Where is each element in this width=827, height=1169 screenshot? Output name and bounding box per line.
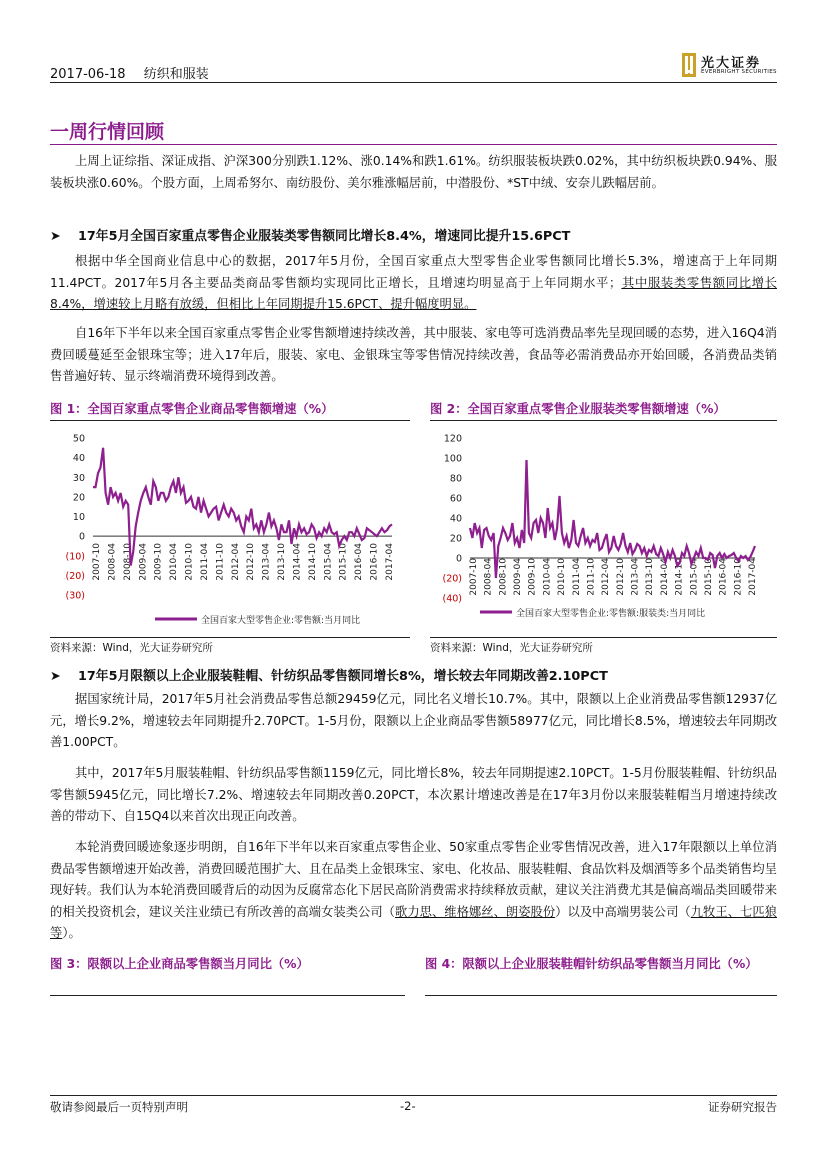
c2-x-tick-label: 2009-10 [527, 558, 538, 596]
c1-x-tick-label: 2016-04 [354, 543, 365, 581]
c2-x-tick-label: 2007-10 [469, 558, 479, 596]
footer-disclaimer: 敬请参阅最后一页特别声明 [50, 1100, 188, 1114]
figure-3-divider [50, 995, 405, 996]
figure-2-bottom-divider [430, 637, 777, 638]
c2-x-tick-label: 2010-04 [542, 558, 553, 596]
brand-logo [682, 52, 782, 80]
figure-3-title: 图 3：限额以上企业商品零售额当月同比（%） [50, 957, 309, 971]
bullet-heading-1 [50, 225, 777, 244]
paragraph-nbs-data: 据国家统计局，2017年5月社会消费品零售总额29459亿元，同比名义增长10.7%。其中，限额以上企业消费品零售额12937亿元，增长9.2%，增速较去年同期提升2.70PCT。1-5月份，限额以上企业商品零售额58977亿元，同比增长8.5%，增速较去年同期改善1.00PCT。 [50, 692, 777, 749]
figure-1-title: 图 1：全国百家重点零售企业商品零售额增速（%） [50, 402, 334, 416]
c1-y-tick-label: 0 [78, 531, 85, 543]
c2-x-tick-label: 2014-04 [659, 558, 670, 596]
chart-1-legend-label: 全国百家大型零售企业:零售额:当月同比 [201, 616, 361, 626]
paragraph-recovery-trend: 自16年下半年以来全国百家重点零售企业零售额增速持续改善，其中服装、家电等可选消费品率先呈现回暖的态势，进入16Q4消费回暖蔓延至金银珠宝等；进入17年后，服装、家电、金银珠宝等零售情况持续改善，食品等必需消费品亦开始回暖，各消费品类销售普遍好转、显示终端消费环境得到改善。 [50, 326, 777, 383]
paragraph-apparel-retail: 其中，2017年5月服装鞋帽、针纺织品零售额1159亿元，同比增长8%，较去年同期提速2.10PCT。1-5月份服装鞋帽、针纺织品零售额5945亿元，同比增长7.2%、增速较去年同期改善0.20PCT，本次累计增速改善是在17年3月份以来服装鞋帽当月增速持续改善的带动下、自15Q4以来首次出现正向改善。 [50, 766, 777, 823]
figure-2-top-divider [430, 420, 777, 421]
logo-text-en: EVERBRIGHT SECURITIES [701, 69, 777, 75]
footer-divider [50, 1095, 777, 1096]
c1-x-tick-label: 2008-10 [122, 543, 133, 581]
logo-text-cn: 光大证券 [701, 56, 762, 71]
c2-x-tick-label: 2011-10 [586, 558, 597, 596]
header-meta [50, 63, 223, 82]
c1-y-tick-label: (20) [65, 570, 85, 582]
chart-2-legend-label: 全国百家大型零售企业:零售额:服装类:当月同比 [516, 609, 706, 619]
c2-y-tick-label: 80 [449, 473, 462, 485]
paragraph-investment-view-text: 本轮消费回暖迹象逐步明朗，自16年下半年以来百家重点零售企业、50家重点零售企业零售情况改善，进入17年限额以上单位消费品零售额增速开始改善，消费回暖范围扩大、且在品类上金银珠宝、家电、化妆品、服装鞋帽、食品饮料及烟酒等多个品类销售均呈现好转。我们认为本轮消费回暖背后的动因为反腐常态化下居民高阶消费需求持续释放贡献，建议关注消费尤其是偏高端品类回暖带来的相关投资机会，建议关注业绩已有所改善的高端女装类公司（ [50, 840, 777, 919]
arrow-bullet-icon: ➤ [50, 669, 61, 684]
c1-x-tick-label: 2017-04 [385, 543, 395, 581]
c2-y-tick-label: (20) [442, 573, 462, 585]
c2-y-tick-label: 40 [449, 513, 462, 525]
c1-x-tick-label: 2011-10 [215, 543, 226, 581]
c2-x-tick-label: 2011-04 [571, 558, 582, 596]
c1-x-tick-label: 2012-04 [230, 543, 241, 581]
c1-y-tick-label: 20 [72, 492, 85, 504]
logo-mark-icon [682, 53, 696, 77]
c2-y-tick-label: 0 [455, 553, 462, 565]
c1-x-tick-label: 2015-04 [323, 543, 334, 581]
c2-x-tick-label: 2016-04 [718, 558, 729, 596]
c1-x-tick-label: 2008-04 [107, 543, 118, 581]
section-divider [50, 144, 777, 145]
c2-y-tick-label: 120 [443, 433, 462, 445]
c1-y-tick-label: 30 [72, 472, 85, 484]
c2-y-tick-label: (40) [442, 593, 462, 605]
recommended-womenswear-stocks: 歌力思、维格娜丝、朗姿股份 [395, 904, 556, 919]
c2-y-tick-label: 20 [449, 533, 462, 545]
header-divider [50, 82, 777, 83]
c1-x-tick-label: 2010-10 [184, 543, 195, 581]
section-title: 一周行情回顾 [50, 121, 165, 143]
bullet-heading-1-text: 17年5月全国百家重点零售企业服装类零售额同比增长8.4%，增速同比提升15.6PCT [78, 229, 571, 244]
figure-1-bottom-divider [50, 637, 410, 638]
c1-x-tick-label: 2009-04 [138, 543, 149, 581]
footer-report-type: 证券研究报告 [708, 1100, 777, 1114]
paragraph-retail-highlight: 其中服装类零售额同比增长8.4%，增速较上月略有放缓，但相比上年同期提升15.6PCT、提升幅度明显。 [50, 275, 777, 311]
c2-x-tick-label: 2012-10 [615, 558, 626, 596]
paragraph-investment-view-mid: ）以及中高端男装公司（ [555, 904, 691, 919]
paragraph-retail-data-text: 根据中华全国商业信息中心的数据，2017年5月份，全国百家重点大型零售企业零售额同比增长5.3%，增速高于上年同期11.4PCT。2017年5月各主要品类商品零售额均实现同比正增长，且增速均明显高于上年同期水平； [50, 254, 777, 290]
c1-x-tick-label: 2009-10 [153, 543, 164, 581]
c1-y-tick-label: (10) [65, 551, 85, 563]
figure-1-chart [50, 425, 410, 633]
page-number: -2- [400, 1099, 416, 1113]
report-category: 纺织和服装 [143, 67, 209, 82]
c1-x-tick-label: 2013-04 [261, 543, 272, 581]
c1-x-tick-label: 2011-04 [199, 543, 210, 581]
c2-x-tick-label: 2012-04 [601, 558, 612, 596]
c2-x-tick-label: 2009-04 [513, 558, 524, 596]
figure-4-divider [425, 995, 777, 996]
c1-x-tick-label: 2015-10 [338, 543, 349, 581]
paragraph-retail-data [50, 251, 777, 316]
paragraph-investment-view-end: ）。 [62, 926, 81, 940]
bullet-heading-2 [50, 665, 777, 684]
c1-x-tick-label: 2014-10 [307, 543, 318, 581]
paragraph-market-review: 上周上证综指、深证成指、沪深300分别跌1.12%、涨0.14%和跌1.61%。纺织服装板块跌0.02%，其中纺织板块跌0.94%、服装板块涨0.60%。个股方面，上周希努尔、南纺股份、美尔雅涨幅居前，中潜股份、*ST中绒、安奈儿跌幅居前。 [50, 154, 777, 190]
figure-1-top-divider [50, 420, 410, 421]
c2-x-tick-label: 2015-10 [703, 558, 714, 596]
bullet-heading-2-text: 17年5月限额以上企业服装鞋帽、针纺织品零售额同增长8%，增长较去年同期改善2.10PCT [78, 669, 608, 684]
c1-x-tick-label: 2013-10 [277, 543, 288, 581]
c1-x-tick-label: 2010-04 [169, 543, 180, 581]
c2-x-tick-label: 2010-10 [557, 558, 568, 596]
figure-1-source: 资料来源：Wind，光大证券研究所 [50, 642, 213, 654]
figure-2-chart [430, 425, 777, 633]
figure-2-title: 图 2：全国百家重点零售企业服装类零售额增速（%） [430, 402, 726, 416]
c2-x-tick-label: 2015-04 [689, 558, 700, 596]
c1-x-tick-label: 2016-10 [369, 543, 380, 581]
c2-x-tick-label: 2008-04 [483, 558, 494, 596]
c1-x-tick-label: 2007-10 [92, 543, 102, 581]
c1-y-tick-label: 40 [72, 453, 85, 465]
report-date: 2017-06-18 [50, 67, 126, 82]
c2-x-tick-label: 2016-10 [733, 558, 744, 596]
c2-y-tick-label: 100 [443, 453, 462, 465]
c2-y-tick-label: 60 [449, 493, 462, 505]
figure-2-source: 资料来源：Wind，光大证券研究所 [430, 642, 593, 654]
c1-y-tick-label: 50 [72, 433, 85, 445]
c2-x-tick-label: 2013-10 [645, 558, 656, 596]
c1-x-tick-label: 2014-04 [292, 543, 303, 581]
arrow-bullet-icon: ➤ [50, 229, 61, 244]
c1-x-tick-label: 2012-10 [246, 543, 257, 581]
recommended-menswear-stocks: 九牧王、七匹狼等 [50, 904, 777, 940]
c2-x-tick-label: 2014-10 [674, 558, 685, 596]
c2-x-tick-label: 2013-04 [630, 558, 641, 596]
c1-y-tick-label: (30) [65, 590, 85, 602]
c2-x-tick-label: 2008-10 [498, 558, 509, 596]
paragraph-investment-view [50, 837, 777, 945]
c2-x-tick-label: 2017-04 [748, 558, 758, 596]
c1-y-tick-label: 10 [72, 512, 85, 523]
figure-4-title: 图 4：限额以上企业服装鞋帽针纺织品零售额当月同比（%） [425, 957, 758, 971]
